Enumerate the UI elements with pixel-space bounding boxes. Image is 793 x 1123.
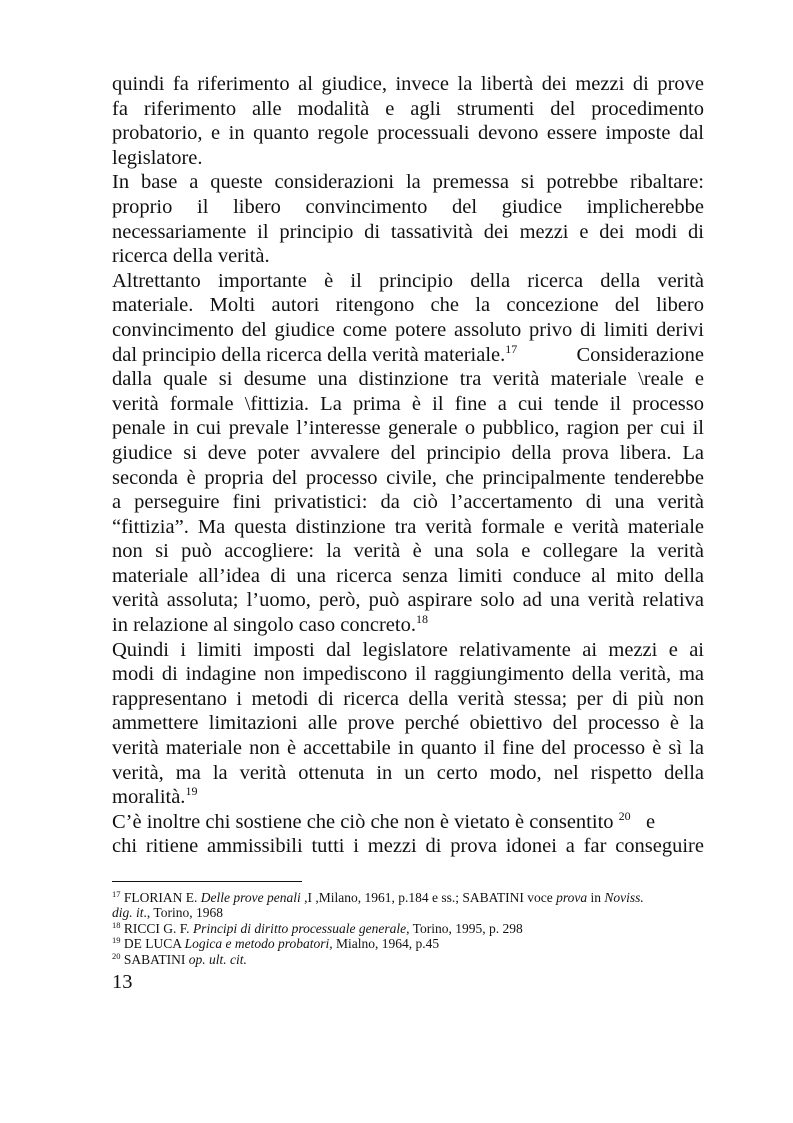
footnote-text: , Torino, 1995, p. 298 xyxy=(406,920,523,936)
text-line: verità assoluta; l’uomo, però, può aspirare solo ad una verità relativa xyxy=(112,589,704,612)
footnote-text: ., Torino, 1968 xyxy=(143,905,223,921)
footnote-title: dig. it xyxy=(112,905,144,921)
footnote-text: SABATINI xyxy=(123,951,189,967)
text-line: verità materiale non è accettabile in quanto il fine del processo è sì la xyxy=(112,737,704,760)
text-line xyxy=(112,785,704,810)
text-fragment: dal principio della ricerca della verità materiale. xyxy=(112,343,506,366)
footnote xyxy=(112,921,704,936)
text-line: Quindi i limiti imposti dal legislatore relativamente ai mezzi e ai xyxy=(112,638,704,661)
text-line xyxy=(112,613,704,638)
footnote-marker: 20 xyxy=(618,808,631,823)
footnote xyxy=(112,952,704,967)
text-fragment: Considerazione xyxy=(576,343,704,366)
paragraph xyxy=(112,269,704,638)
footnote-text: RICCI G. F. xyxy=(123,920,193,936)
text-line: verità formale \fittizia. La prima è il fine a cui tende il processo xyxy=(112,392,704,415)
footnote-text: FLORIAN E. xyxy=(123,890,201,905)
footnote-number: 20 xyxy=(112,950,121,961)
text-line: modi di indagine non impediscono il raggiungimento della verità, ma xyxy=(112,663,704,686)
footnote-continuation xyxy=(112,905,704,920)
text-line xyxy=(112,343,704,368)
body-text xyxy=(112,72,704,859)
text-fragment: C’è inoltre chi sostiene che ciò che non è vietato è consentito xyxy=(112,810,614,833)
text-fragment: e xyxy=(646,810,656,833)
footnote-title: Delle prove penali xyxy=(200,890,301,905)
text-line: verità, ma la verità ottenuta in un certo modo, nel rispetto della xyxy=(112,761,704,784)
text-line: Altrettanto importante è il principio della ricerca della verità xyxy=(112,269,704,292)
text-line: chi ritiene ammissibili tutti i mezzi di prova idonei a far conseguire xyxy=(112,835,704,858)
text-fragment: in relazione al singolo caso concreto. xyxy=(112,614,416,637)
footnote-number: 18 xyxy=(112,919,121,930)
footnote xyxy=(112,890,704,905)
text-line: quindi fa riferimento al giudice, invece la libertà dei mezzi di prove xyxy=(112,73,704,95)
footnote-number: 19 xyxy=(112,935,121,946)
text-line: rappresentano i metodi di ricerca della verità stessa; per di più non xyxy=(112,687,704,710)
footnote-title: Principi di diritto processuale generale xyxy=(192,920,407,936)
text-line: legislatore. xyxy=(112,146,203,169)
text-line: ricerca della verità. xyxy=(112,245,270,268)
footnote xyxy=(112,936,704,951)
text-line: penale in cui prevale l’interesse generale o pubblico, ragion per cui il xyxy=(112,417,704,440)
text-line: convincimento del giudice come potere assoluto privo di limiti derivi xyxy=(112,318,704,341)
text-line: non si può accogliere: la verità è una sola e collegare la verità xyxy=(112,540,704,563)
footnote-text: Mialno, 1964, p.45 xyxy=(332,936,440,952)
paragraph xyxy=(112,72,704,170)
footnote-text: ,I ,Milano, 1961, p.184 e ss.; SABATINI voce xyxy=(300,890,557,905)
text-line: materiale. Molti autori ritengono che la concezione del libero xyxy=(112,294,704,317)
text-line: fa riferimento alle modalità e agli strumenti del procedimento xyxy=(112,97,704,120)
text-line: giudice si deve poter avvalere del principio della prova libera. La xyxy=(112,441,704,464)
paragraph xyxy=(112,638,704,810)
footnote-title: Logica e metodo probatori, xyxy=(184,936,333,952)
footnote-marker: 18 xyxy=(415,612,428,627)
text-line: ammettere limitazioni alle prove perché obiettivo del processo è la xyxy=(112,712,704,735)
page-number: 13 xyxy=(112,970,133,993)
paragraph xyxy=(112,810,704,859)
text-line: a perseguire fini privatistici: da ciò l’accertamento di una verità xyxy=(112,491,704,514)
paragraph xyxy=(112,170,704,268)
footnote-number: 17 xyxy=(112,889,121,899)
footnote-marker: 19 xyxy=(185,784,198,799)
footnote-title: prova xyxy=(556,890,588,905)
footnote-title: op. ult. cit. xyxy=(188,951,247,967)
footnote-text: DE LUCA xyxy=(123,936,185,952)
footnotes xyxy=(112,890,704,967)
text-line: proprio il libero convincimento del giudice implicherebbe xyxy=(112,195,704,218)
footnote-separator xyxy=(112,881,302,882)
text-line: In base a queste considerazioni la premessa si potrebbe ribaltare: xyxy=(112,171,704,194)
text-line: seconda è propria del processo civile, che principalmente tenderebbe xyxy=(112,466,704,489)
text-line: materiale all’idea di una ricerca senza limiti conduce al mito della xyxy=(112,564,704,587)
text-line: probatorio, e in quanto regole processuali devono essere imposte dal xyxy=(112,122,704,145)
text-line: “fittizia”. Ma questa distinzione tra verità formale e verità materiale xyxy=(112,515,704,538)
document-page xyxy=(112,72,704,994)
text-fragment: moralità. xyxy=(112,786,186,809)
text-line: dalla quale si desume una distinzione tra verità materiale \reale e xyxy=(112,368,704,391)
footnote-title: Noviss. xyxy=(604,890,644,905)
text-line xyxy=(112,810,704,835)
text-line: necessariamente il principio di tassatività dei mezzi e dei modi di xyxy=(112,220,704,243)
footnote-text: in xyxy=(587,890,605,905)
footnote-marker: 17 xyxy=(505,341,518,356)
